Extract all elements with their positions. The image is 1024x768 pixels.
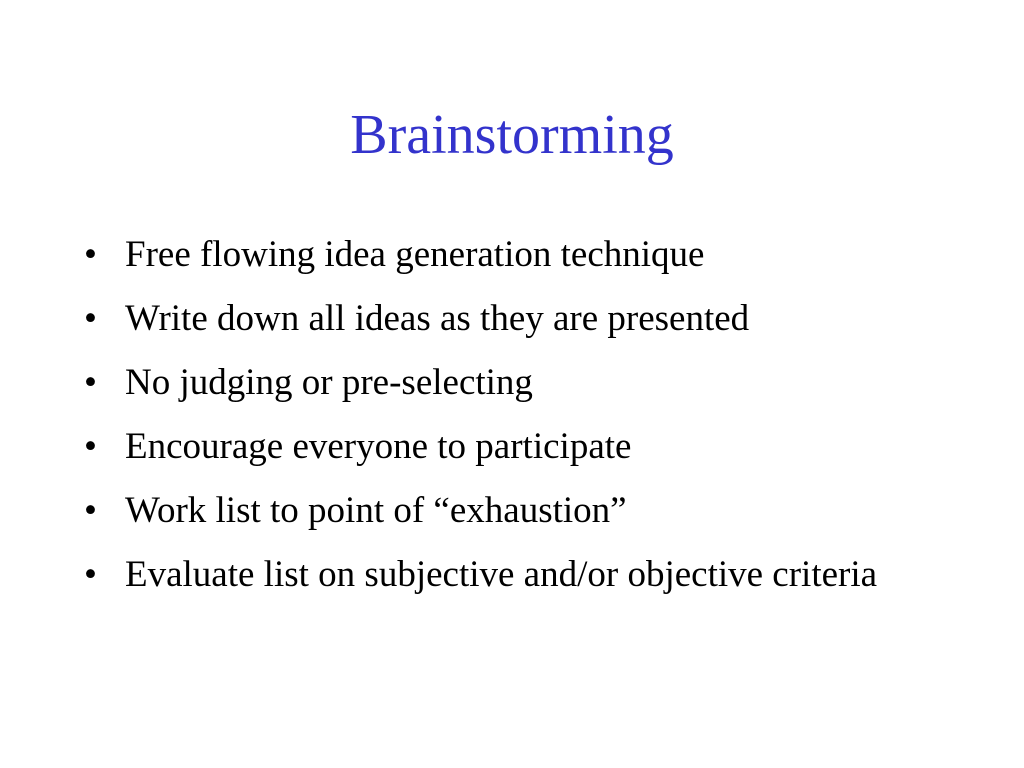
list-item [84, 424, 964, 469]
list-item [84, 552, 964, 597]
list-item [84, 232, 964, 277]
bullet-icon: • [84, 554, 97, 595]
list-item-text: Free flowing idea generation technique [125, 234, 705, 275]
bullet-icon: • [84, 234, 97, 275]
list-item-text: Write down all ideas as they are presented [125, 298, 750, 339]
list-item [84, 296, 964, 341]
list-item [84, 360, 964, 405]
list-item-text: No judging or pre-selecting [125, 362, 533, 403]
list-item-text: Encourage everyone to participate [125, 426, 632, 467]
bullet-icon: • [84, 490, 97, 531]
bullet-icon: • [84, 298, 97, 339]
slide-title: Brainstorming [350, 104, 674, 166]
list-item-text: Evaluate list on subjective and/or objective criteria [125, 554, 878, 595]
bullet-icon: • [84, 362, 97, 403]
list-item [84, 488, 964, 533]
list-item-text: Work list to point of “exhaustion” [125, 490, 627, 531]
bullet-list [84, 232, 964, 616]
bullet-icon: • [84, 426, 97, 467]
